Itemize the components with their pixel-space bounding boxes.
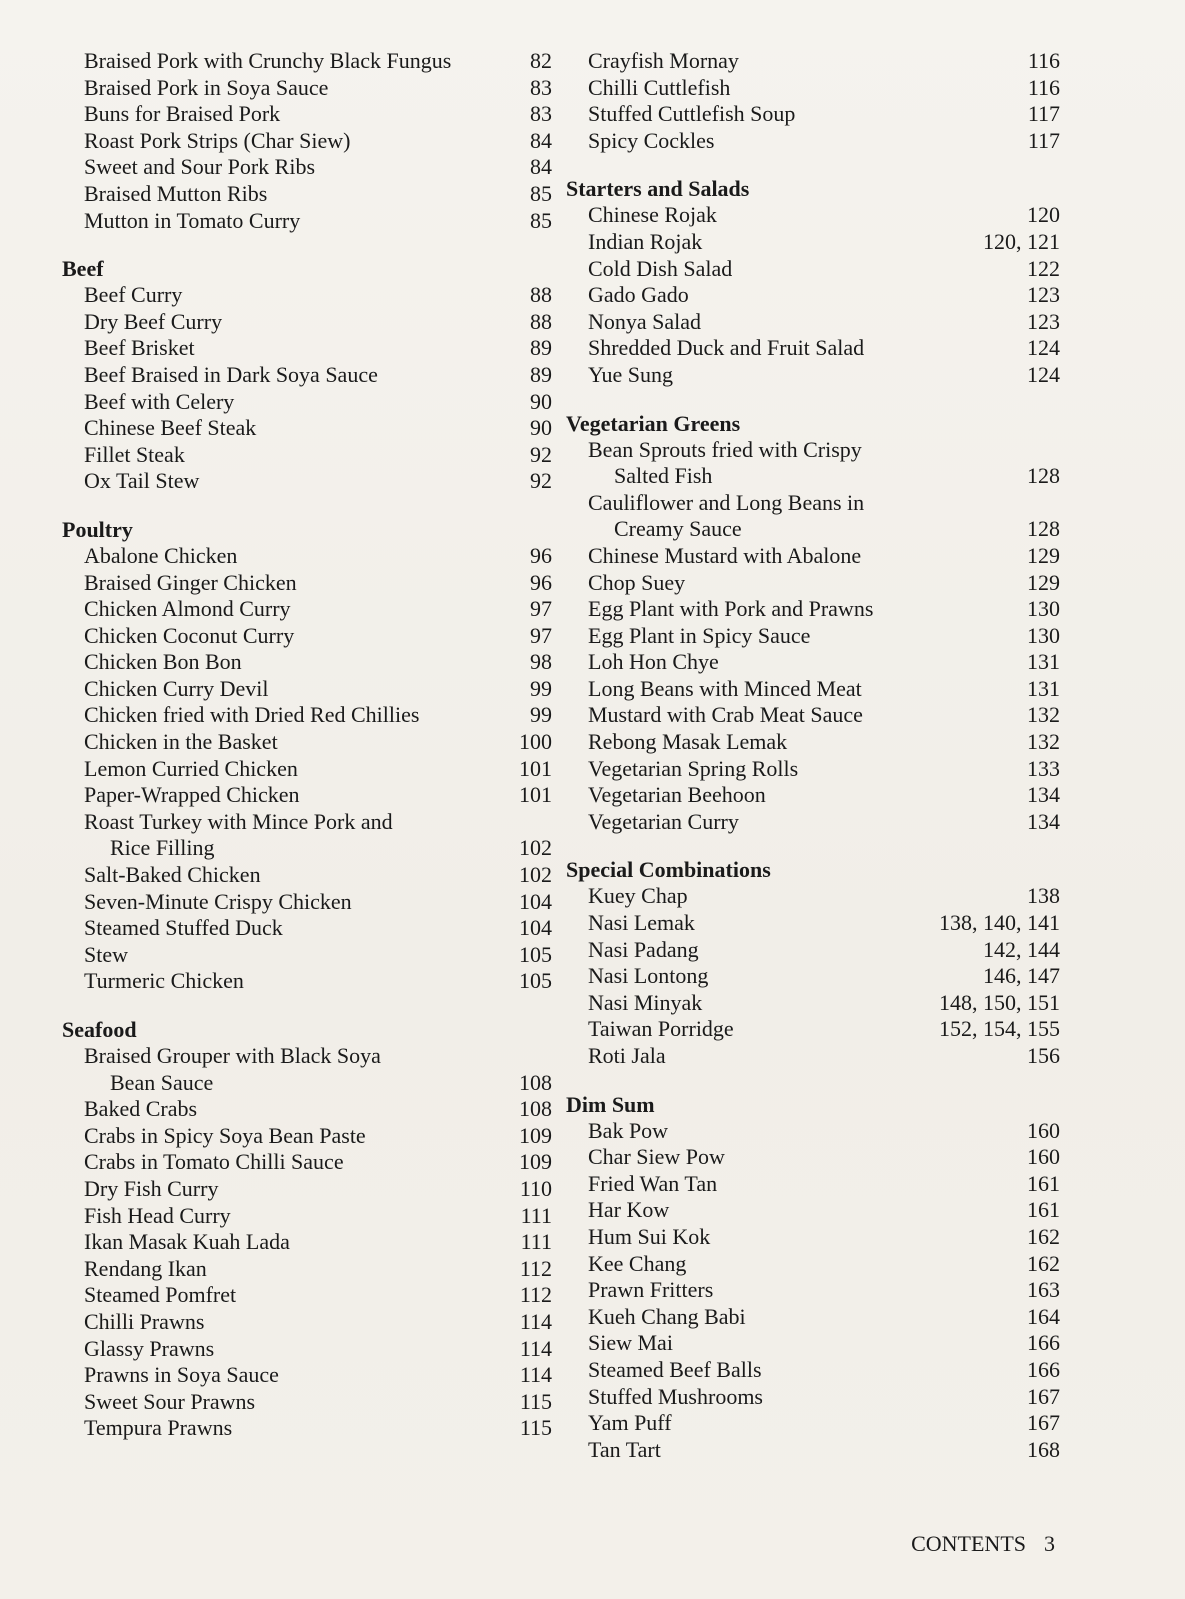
entry-title: Braised Ginger Chicken: [84, 569, 297, 595]
toc-entry: [62, 309, 552, 336]
entry-title: Lemon Curried Chicken: [84, 755, 298, 781]
entry-title: Steamed Beef Balls: [588, 1356, 762, 1382]
entry-title: Seven-Minute Crispy Chicken: [84, 888, 352, 914]
section-beef: [62, 256, 552, 495]
entry-page-number: 160: [1027, 1117, 1060, 1143]
toc-entry: [62, 389, 552, 416]
entry-page-number: 146, 147: [983, 963, 1060, 989]
toc-entry: [62, 415, 552, 442]
toc-entry: [62, 782, 552, 809]
toc-entry: [566, 729, 1060, 756]
entry-title: Bak Pow: [588, 1117, 669, 1143]
entry-page-number: 115: [519, 1388, 552, 1414]
section-continued: [566, 48, 1060, 154]
entry-page-number: 90: [530, 388, 552, 414]
entry-title: Yam Puff: [588, 1410, 672, 1436]
entry-page-number: 117: [1027, 101, 1060, 127]
toc-entry: [566, 282, 1060, 309]
section-continued: [62, 48, 552, 234]
entry-page-number: 134: [1027, 782, 1060, 808]
toc-entry: [566, 1357, 1060, 1384]
toc-entry: [62, 442, 552, 469]
entry-title: Mustard with Crab Meat Sauce: [588, 702, 863, 728]
entry-page-number: 161: [1027, 1197, 1060, 1223]
entry-title: Bean Sprouts fried with Crispy: [588, 436, 862, 462]
toc-entry: [62, 915, 552, 942]
entry-title: Roast Pork Strips (Char Siew): [84, 127, 351, 153]
toc-entry: [566, 48, 1060, 75]
entry-title: Vegetarian Beehoon: [588, 782, 766, 808]
section-heading: Vegetarian Greens: [566, 410, 741, 436]
entry-page-number: 168: [1027, 1436, 1060, 1462]
toc-entry: [62, 623, 552, 650]
toc-entry: [62, 1415, 552, 1442]
entry-page-number: 123: [1027, 308, 1060, 334]
entry-title: Chicken Curry Devil: [84, 675, 269, 701]
entry-title: Beef Curry: [84, 282, 183, 308]
entry-page-number: 129: [1027, 542, 1060, 568]
entry-title: Rebong Masak Lemak: [588, 729, 788, 755]
entry-title: Sweet Sour Prawns: [84, 1388, 256, 1414]
entry-page-number: 97: [530, 622, 552, 648]
entry-page-number: 97: [530, 596, 552, 622]
toc-entry: [62, 1096, 552, 1123]
entry-title: Long Beans with Minced Meat: [588, 675, 862, 701]
toc-entry: [62, 208, 552, 235]
entry-page-number: 82: [530, 48, 552, 73]
toc-entry: [566, 1277, 1060, 1304]
entry-title: Chinese Rojak: [588, 202, 717, 228]
entry-page-number: 114: [519, 1308, 552, 1334]
toc-entry: [566, 229, 1060, 256]
toc-entry: [62, 1043, 552, 1096]
entry-title: Tan Tart: [588, 1436, 661, 1462]
entry-page-number: 85: [530, 207, 552, 233]
toc-entry: [62, 702, 552, 729]
entry-title: Chop Suey: [588, 569, 686, 595]
entry-title: Hum Sui Kok: [588, 1223, 711, 1249]
toc-entry: [62, 1123, 552, 1150]
entry-page-number: 96: [530, 569, 552, 595]
toc-entry: [62, 1309, 552, 1336]
toc-entry: [62, 154, 552, 181]
entry-title: Steamed Stuffed Duck: [84, 915, 283, 941]
entry-title: Egg Plant with Pork and Prawns: [588, 596, 874, 622]
entry-title: Sweet and Sour Pork Ribs: [84, 154, 315, 180]
left-column: [62, 48, 552, 1442]
entry-page-number: 92: [530, 441, 552, 467]
entry-page-number: 167: [1027, 1383, 1060, 1409]
toc-entry: [566, 490, 1060, 543]
entry-title: Egg Plant in Spicy Sauce: [588, 622, 811, 648]
entry-title: Char Siew Pow: [588, 1144, 725, 1170]
entry-page-number: 111: [520, 1229, 552, 1255]
toc-entry: [566, 702, 1060, 729]
toc-entry: [566, 256, 1060, 283]
footer-page-number: 3: [1044, 1531, 1055, 1556]
entry-page-number: 122: [1027, 255, 1060, 281]
entry-page-number: 134: [1027, 808, 1060, 834]
entry-title: Nasi Padang: [588, 936, 699, 962]
entry-title: Chicken in the Basket: [84, 729, 278, 755]
entry-page-number: 138: [1027, 883, 1060, 909]
entry-page-number: 102: [519, 862, 552, 888]
entry-page-number: 105: [519, 968, 552, 994]
entry-page-number: 104: [519, 915, 552, 941]
section-heading: Dim Sum: [566, 1091, 655, 1117]
entry-page-number: 162: [1027, 1250, 1060, 1276]
entry-title: Steamed Pomfret: [84, 1282, 237, 1308]
toc-entry: [566, 1304, 1060, 1331]
entry-page-number: 160: [1027, 1144, 1060, 1170]
toc-entry: [62, 543, 552, 570]
entry-page-number: 85: [530, 180, 552, 206]
section-starters-and-salads: [566, 176, 1060, 388]
toc-entry: [62, 362, 552, 389]
entry-title: Gado Gado: [588, 282, 689, 308]
entry-page-number: 166: [1027, 1356, 1060, 1382]
toc-entry: [62, 1149, 552, 1176]
entry-title: Stuffed Mushrooms: [588, 1383, 763, 1409]
entry-title: Crayfish Mornay: [588, 48, 739, 73]
toc-entry: [62, 596, 552, 623]
entry-page-number: 90: [530, 415, 552, 441]
entry-page-number: 131: [1027, 649, 1060, 675]
entry-title: Salt-Baked Chicken: [84, 862, 261, 888]
entry-page-number: 105: [519, 941, 552, 967]
entry-title: Rendang Ikan: [84, 1255, 207, 1281]
entry-title: Yue Sung: [588, 361, 673, 387]
entry-title: Prawn Fritters: [588, 1277, 714, 1303]
entry-page-number: 128: [1027, 463, 1060, 489]
entry-page-number: 104: [519, 888, 552, 914]
entry-page-number: 83: [530, 74, 552, 100]
entry-title-continuation: Salted Fish: [614, 463, 713, 489]
page-footer: [911, 1531, 1055, 1557]
entry-title: Taiwan Porridge: [588, 1016, 734, 1042]
entry-title: Glassy Prawns: [84, 1335, 215, 1361]
toc-entry: [566, 1437, 1060, 1464]
entry-title: Beef with Celery: [84, 388, 235, 414]
toc-entry: [566, 1144, 1060, 1171]
entry-page-number: 166: [1027, 1330, 1060, 1356]
entry-title: Nasi Lontong: [588, 963, 709, 989]
entry-page-number: 101: [519, 755, 552, 781]
entry-page-number: 111: [520, 1202, 552, 1228]
entry-title: Shredded Duck and Fruit Salad: [588, 335, 865, 361]
entry-title: Cold Dish Salad: [588, 255, 733, 281]
entry-title: Ox Tail Stew: [84, 468, 200, 494]
entry-page-number: 92: [530, 468, 552, 494]
entry-page-number: 138, 140, 141: [939, 910, 1060, 936]
entry-title: Kee Chang: [588, 1250, 687, 1276]
entry-title: Nonya Salad: [588, 308, 702, 334]
toc-entry: [566, 543, 1060, 570]
toc-entry: [62, 889, 552, 916]
entry-page-number: 89: [530, 361, 552, 387]
toc-entry: [62, 729, 552, 756]
entry-title: Chinese Mustard with Abalone: [588, 542, 862, 568]
entry-page-number: 117: [1027, 127, 1060, 153]
section-vegetarian-greens: [566, 411, 1060, 836]
toc-entry: [62, 862, 552, 889]
toc-entry: [566, 1197, 1060, 1224]
entry-title: Beef Braised in Dark Soya Sauce: [84, 361, 378, 387]
entry-title: Buns for Braised Pork: [84, 101, 281, 127]
toc-entry: [62, 128, 552, 155]
entry-page-number: 123: [1027, 282, 1060, 308]
toc-entry: [566, 910, 1060, 937]
toc-entry: [566, 963, 1060, 990]
entry-title: Crabs in Spicy Soya Bean Paste: [84, 1122, 366, 1148]
entry-page-number: 131: [1027, 675, 1060, 701]
entry-page-number: 98: [530, 649, 552, 675]
entry-page-number: 99: [530, 702, 552, 728]
entry-page-number: 112: [519, 1255, 552, 1281]
entry-title: Stuffed Cuttlefish Soup: [588, 101, 796, 127]
entry-page-number: 148, 150, 151: [939, 989, 1060, 1015]
entry-page-number: 88: [530, 308, 552, 334]
entry-title: Nasi Lemak: [588, 910, 695, 936]
entry-title: Nasi Minyak: [588, 989, 703, 1015]
toc-entry: [566, 782, 1060, 809]
entry-title-continuation: Rice Filling: [110, 835, 215, 861]
right-column: [566, 48, 1060, 1463]
toc-entry: [566, 1251, 1060, 1278]
entry-page-number: 83: [530, 101, 552, 127]
entry-page-number: 114: [519, 1362, 552, 1388]
toc-entry: [566, 75, 1060, 102]
toc-entry: [566, 649, 1060, 676]
toc-entry: [566, 570, 1060, 597]
entry-page-number: 164: [1027, 1303, 1060, 1329]
entry-title: Crabs in Tomato Chilli Sauce: [84, 1149, 344, 1175]
entry-page-number: 100: [519, 729, 552, 755]
entry-page-number: 116: [1027, 74, 1060, 100]
toc-entry: [62, 1256, 552, 1283]
entry-title: Turmeric Chicken: [84, 968, 244, 994]
toc-entry: [62, 570, 552, 597]
entry-title: Braised Pork with Crunchy Black Fungus: [84, 48, 452, 73]
toc-entry: [566, 1171, 1060, 1198]
entry-title: Prawns in Soya Sauce: [84, 1362, 279, 1388]
section-dim-sum: [566, 1092, 1060, 1464]
toc-entry: [566, 937, 1060, 964]
entry-title: Har Kow: [588, 1197, 670, 1223]
section-poultry: [62, 517, 552, 995]
entry-page-number: 142, 144: [983, 936, 1060, 962]
toc-entry: [62, 1389, 552, 1416]
entry-title: Vegetarian Spring Rolls: [588, 755, 799, 781]
entry-title-continuation: Bean Sauce: [110, 1069, 214, 1095]
entry-title: Paper-Wrapped Chicken: [84, 782, 300, 808]
toc-entry: [566, 596, 1060, 623]
entry-title: Braised Pork in Soya Sauce: [84, 74, 329, 100]
toc-entry: [566, 990, 1060, 1017]
toc-entry: [566, 362, 1060, 389]
toc-entry: [566, 676, 1060, 703]
entry-title: Abalone Chicken: [84, 542, 238, 568]
entry-title: Vegetarian Curry: [588, 808, 739, 834]
entry-page-number: 88: [530, 282, 552, 308]
entry-title: Chicken Almond Curry: [84, 596, 291, 622]
toc-entry: [62, 1229, 552, 1256]
entry-page-number: 132: [1027, 729, 1060, 755]
entry-title: Braised Grouper with Black Soya: [84, 1043, 381, 1068]
toc-entry: [62, 1282, 552, 1309]
toc-entry: [566, 437, 1060, 490]
entry-page-number: 102: [519, 835, 552, 861]
entry-title: Fish Head Curry: [84, 1202, 231, 1228]
toc-entry: [566, 883, 1060, 910]
entry-page-number: 124: [1027, 361, 1060, 387]
toc-entry: [62, 1176, 552, 1203]
toc-entry: [62, 942, 552, 969]
entry-title-continuation: Creamy Sauce: [614, 516, 742, 542]
entry-title: Spicy Cockles: [588, 127, 715, 153]
toc-entry: [62, 468, 552, 495]
toc-entry: [62, 1362, 552, 1389]
entry-page-number: 132: [1027, 702, 1060, 728]
toc-entry: [566, 756, 1060, 783]
toc-entry: [62, 1336, 552, 1363]
section-heading: Poultry: [62, 516, 133, 542]
toc-entry: [566, 1118, 1060, 1145]
section-special-combinations: [566, 857, 1060, 1069]
toc-entry: [62, 649, 552, 676]
entry-title: Chicken fried with Dried Red Chillies: [84, 702, 420, 728]
entry-page-number: 124: [1027, 335, 1060, 361]
entry-page-number: 163: [1027, 1277, 1060, 1303]
entry-title: Baked Crabs: [84, 1096, 198, 1122]
entry-page-number: 133: [1027, 755, 1060, 781]
entry-title: Fried Wan Tan: [588, 1170, 718, 1196]
entry-title: Chinese Beef Steak: [84, 415, 257, 441]
entry-title: Kuey Chap: [588, 883, 688, 909]
entry-title: Chicken Bon Bon: [84, 649, 242, 675]
toc-entry: [566, 335, 1060, 362]
entry-title: Chilli Prawns: [84, 1308, 205, 1334]
section-heading: Starters and Salads: [566, 176, 750, 202]
toc-entry: [566, 809, 1060, 836]
entry-title: Siew Mai: [588, 1330, 673, 1356]
entry-page-number: 116: [1027, 48, 1060, 73]
entry-page-number: 96: [530, 542, 552, 568]
entry-title: Braised Mutton Ribs: [84, 180, 268, 206]
toc-entry: [62, 75, 552, 102]
entry-page-number: 128: [1027, 516, 1060, 542]
entry-page-number: 112: [519, 1282, 552, 1308]
entry-title: Indian Rojak: [588, 228, 703, 254]
toc-entry: [566, 1384, 1060, 1411]
toc-entry: [566, 101, 1060, 128]
entry-page-number: 130: [1027, 622, 1060, 648]
entry-page-number: 99: [530, 675, 552, 701]
toc-entry: [62, 968, 552, 995]
toc-entry: [566, 1043, 1060, 1070]
entry-title: Loh Hon Chye: [588, 649, 719, 675]
entry-page-number: 115: [519, 1415, 552, 1441]
toc-entry: [62, 1203, 552, 1230]
entry-page-number: 108: [519, 1069, 552, 1095]
entry-page-number: 108: [519, 1096, 552, 1122]
toc-entry: [62, 48, 552, 75]
toc-entry: [566, 128, 1060, 155]
entry-page-number: 161: [1027, 1170, 1060, 1196]
toc-entry: [62, 676, 552, 703]
entry-page-number: 152, 154, 155: [939, 1016, 1060, 1042]
entry-title: Stew: [84, 941, 128, 967]
toc-entry: [566, 1410, 1060, 1437]
entry-title: Ikan Masak Kuah Lada: [84, 1229, 290, 1255]
entry-title: Tempura Prawns: [84, 1415, 233, 1441]
entry-page-number: 156: [1027, 1043, 1060, 1068]
entry-page-number: 114: [519, 1335, 552, 1361]
toc-entry: [62, 335, 552, 362]
entry-page-number: 84: [530, 154, 552, 180]
toc-entry: [62, 101, 552, 128]
toc-entry: [566, 202, 1060, 229]
footer-label: CONTENTS: [911, 1531, 1026, 1556]
section-seafood: [62, 1017, 552, 1442]
entry-title: Chilli Cuttlefish: [588, 74, 731, 100]
entry-page-number: 109: [519, 1149, 552, 1175]
entry-page-number: 84: [530, 127, 552, 153]
entry-title: Fillet Steak: [84, 441, 185, 467]
entry-page-number: 101: [519, 782, 552, 808]
entry-page-number: 120: [1027, 202, 1060, 228]
entry-page-number: 120, 121: [983, 228, 1060, 254]
toc-entry: [566, 309, 1060, 336]
toc-entry: [566, 1224, 1060, 1251]
entry-title: Roast Turkey with Mince Pork and: [84, 808, 393, 834]
entry-title: Roti Jala: [588, 1043, 666, 1068]
section-heading: Seafood: [62, 1017, 137, 1042]
toc-entry: [566, 623, 1060, 650]
toc-entry: [566, 1330, 1060, 1357]
entry-title: Dry Beef Curry: [84, 308, 223, 334]
toc-entry: [62, 809, 552, 862]
entry-title: Beef Brisket: [84, 335, 195, 361]
entry-page-number: 130: [1027, 596, 1060, 622]
entry-page-number: 167: [1027, 1410, 1060, 1436]
entry-page-number: 89: [530, 335, 552, 361]
entry-title: Cauliflower and Long Beans in: [588, 489, 865, 515]
entry-page-number: 129: [1027, 569, 1060, 595]
entry-title: Chicken Coconut Curry: [84, 622, 295, 648]
entry-title: Dry Fish Curry: [84, 1175, 219, 1201]
entry-title: Kueh Chang Babi: [588, 1303, 746, 1329]
toc-entry: [62, 181, 552, 208]
toc-entry: [566, 1016, 1060, 1043]
entry-page-number: 110: [519, 1175, 552, 1201]
toc-entry: [62, 756, 552, 783]
section-heading: Special Combinations: [566, 857, 771, 883]
entry-page-number: 109: [519, 1122, 552, 1148]
entry-title: Mutton in Tomato Curry: [84, 207, 301, 233]
entry-page-number: 162: [1027, 1223, 1060, 1249]
section-heading: Beef: [62, 256, 104, 282]
toc-entry: [62, 282, 552, 309]
